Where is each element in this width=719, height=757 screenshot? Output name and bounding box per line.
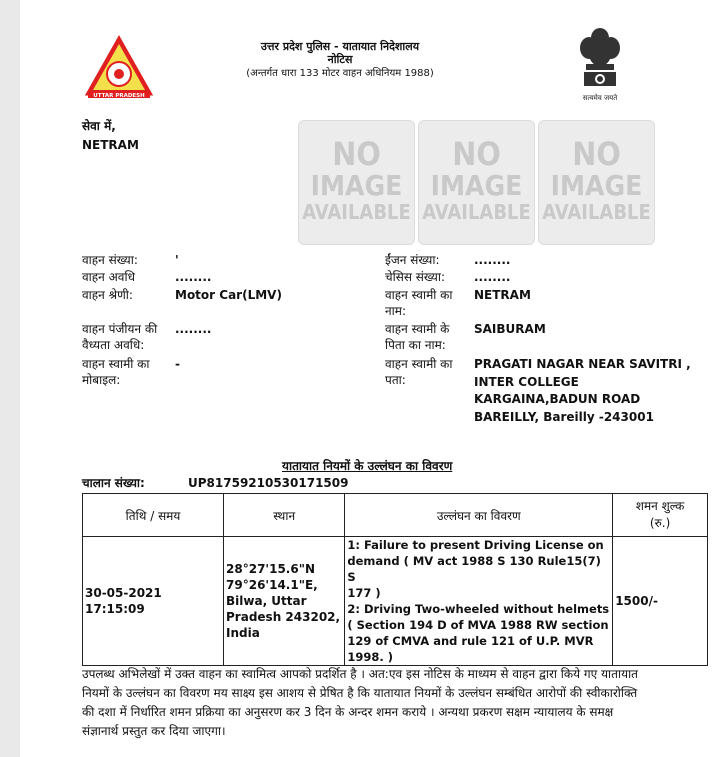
notice-subtitle: नोटिस [327,53,353,66]
challan-number-value: UP81759210530171509 [188,476,349,490]
notice-title: उत्तर प्रदेश पुलिस - यातायात निदेशालय [260,40,420,53]
owner-father-value: SAIBURAM [474,322,546,336]
owner-mobile-value: - [175,357,180,371]
vehicle-period-value: ........ [175,270,212,284]
violation-table-header [83,494,708,537]
engine-number-value: ........ [474,253,511,267]
registration-validity-label: वाहन पंजीयन की वैध्यता अवधि: [82,322,158,352]
national-emblem-icon [572,26,628,106]
vehicle-period-label: वाहन अवधि [82,270,135,284]
violation-datetime: 30-05-2021 17:15:09 [83,537,224,666]
violation-details: 1: Failure to present Driving License on demand ( MV act 1988 S 130 Rule15(7) S 177 ) 2: Driving Two-wheeled without helmets ( Section 194 D of MVA 1988 RW section 129 of CMVA and rule 121 of U.P. MVR 1998. ) [345,537,613,666]
vehicle-number-value: ' [175,253,179,267]
registration-validity-value: ........ [175,322,212,336]
owner-address-value: PRAGATI NAGAR NEAR SAVITRI , INTER COLLEGE KARGAINA,BADUN ROAD BAREILLY, Bareilly -243001 [474,357,691,424]
col-place-header: स्थान [224,494,345,537]
violation-place: 28°27'15.6"N 79°26'14.1"E, Bilwa, Uttar Pradesh 243202, India [224,537,345,666]
owner-address-label: वाहन स्वामी का पता: [385,357,453,387]
vehicle-number-label: वाहन संख्या: [82,253,138,267]
evidence-image-1: NO IMAGE AVAILABLE [298,120,415,245]
violation-table [82,493,708,666]
engine-number-label: ईंजन संख्या: [385,253,440,267]
vehicle-class-value: Motor Car(LMV) [175,288,282,302]
addressee-label: सेवा में, [82,119,116,133]
col-fine-header: शमन शुल्क (रु.) [613,494,708,537]
addressee-name: NETRAM [82,138,139,152]
owner-name-value: NETRAM [474,288,531,302]
emblem-motto: सत्यमेव जयते [582,94,618,102]
notice-sheet [20,0,719,757]
notice-act-reference: (अन्तर्गत धारा 133 मोटर वाहन अधिनियम 1988) [246,68,434,79]
violation-section-title: यातायात नियमों के उल्लंघन का विवरण [282,459,453,473]
challan-number-label: चालान संख्या: [82,476,145,490]
chassis-number-value: ........ [474,270,511,284]
traffic-police-logo [82,32,156,100]
vehicle-class-label: वाहन श्रेणी: [82,288,133,302]
owner-father-label: वाहन स्वामी के पिता का नाम: [385,322,450,352]
logo-caption: UTTAR PRADESH [93,93,145,99]
notice-footer-text: उपलब्ध अभिलेखों में उक्त वाहन का स्वामित्व आपको प्रदर्शित है । अत:एव इस नोटिस के माध्यम से वाहन द्वारा किये गए यातायात नियमों के उल्लंघन का विवरण मय साक्ष्य इस आशय से प्रेषित है कि यातायात नियमों के उल्लंघन सम्बंधित आरोपों की स्वीकारोक्ति की दशा में निर्धारित शमन प्रक्रिया का अनुसरण कर 3 दिन के अन्दर शमन कराये । अन्यथा प्रकरण सक्षम न्यायालय के समक्ष संज्ञानार्थ प्रस्तुत कर दिया जाएगा। [82,667,639,738]
violation-fine: 1500/- [613,537,708,666]
col-datetime-header: तिथि / समय [83,494,224,537]
chassis-number-label: चेसिस संख्या: [385,270,446,284]
evidence-image-3: NO IMAGE AVAILABLE [538,120,655,245]
evidence-image-2: NO IMAGE AVAILABLE [418,120,535,245]
owner-mobile-label: वाहन स्वामी का मोबाइल: [82,357,150,387]
owner-name-label: वाहन स्वामी का नाम: [385,288,453,318]
violation-row [83,537,708,666]
col-details-header: उल्लंघन का विवरण [345,494,613,537]
